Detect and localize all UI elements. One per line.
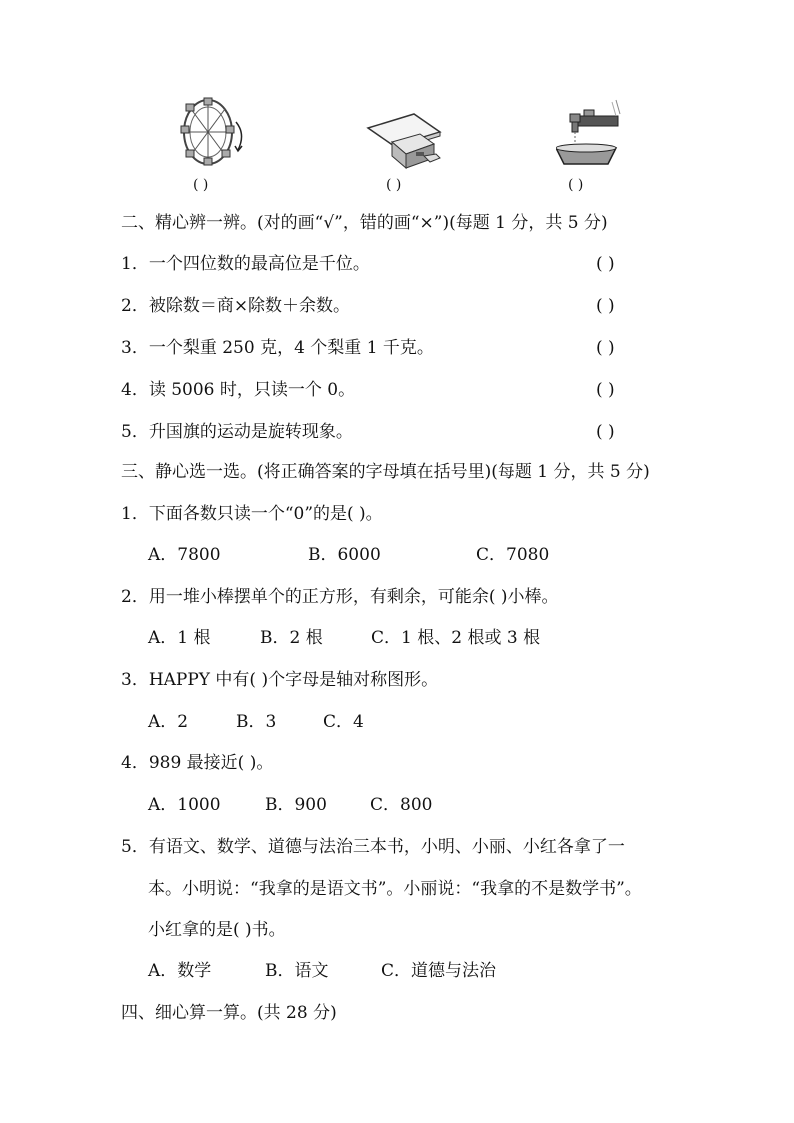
choice-q2-option-b[interactable]: B．2 根: [260, 628, 323, 648]
choice-q4-option-b[interactable]: B．900: [265, 795, 327, 815]
picture-1-paren[interactable]: ( ): [193, 177, 209, 193]
judge-item-5: 5．升国旗的运动是旋转现象。: [121, 422, 353, 442]
judge-answer-1[interactable]: ( ): [596, 254, 615, 274]
choice-question-3: 3．HAPPY 中有( )个字母是轴对称图形。: [121, 670, 439, 690]
choice-q2-option-a[interactable]: A．1 根: [148, 628, 211, 648]
choice-question-2: 2．用一堆小棒摆单个的正方形，有剩余，可能余( )小棒。: [121, 587, 559, 607]
picture-2-paren[interactable]: ( ): [386, 177, 402, 193]
choice-question-1: 1．下面各数只读一个“0”的是( )。: [121, 504, 383, 524]
choice-q3-option-b[interactable]: B．3: [236, 712, 277, 732]
choice-q1-option-a[interactable]: A．7800: [148, 545, 221, 565]
choice-q1-option-c[interactable]: C．7080: [476, 545, 550, 565]
judge-item-2: 2．被除数＝商×除数＋余数。: [121, 296, 351, 316]
drawer-icon: [364, 110, 444, 172]
section-3-heading: 三、静心选一选。(将正确答案的字母填在括号里)(每题 1 分，共 5 分): [121, 462, 650, 482]
faucet-basin-icon: [556, 96, 626, 172]
choice-q3-option-c[interactable]: C．4: [323, 712, 364, 732]
judge-answer-2[interactable]: ( ): [596, 296, 615, 316]
choice-q3-option-a[interactable]: A．2: [148, 712, 189, 732]
judge-item-3: 3．一个梨重 250 克，4 个梨重 1 千克。: [121, 338, 434, 358]
judge-answer-4[interactable]: ( ): [596, 380, 615, 400]
judge-answer-3[interactable]: ( ): [596, 338, 615, 358]
choice-q5-option-b[interactable]: B．语文: [265, 961, 329, 981]
choice-q2-option-c[interactable]: C．1 根、2 根或 3 根: [371, 628, 541, 648]
section-2-heading: 二、精心辨一辨。(对的画“√”，错的画“×”)(每题 1 分，共 5 分): [121, 213, 608, 233]
ferris-wheel-icon: [176, 96, 248, 172]
choice-q5-option-c[interactable]: C．道德与法治: [381, 961, 497, 981]
judge-item-1: 1．一个四位数的最高位是千位。: [121, 254, 370, 274]
choice-q4-option-a[interactable]: A．1000: [148, 795, 221, 815]
choice-q4-option-c[interactable]: C．800: [370, 795, 433, 815]
choice-q5-option-a[interactable]: A．数学: [148, 961, 212, 981]
choice-question-4: 4．989 最接近( )。: [121, 753, 274, 773]
section-4-heading: 四、细心算一算。(共 28 分): [121, 1003, 337, 1023]
choice-question-5-line-1: 5．有语文、数学、道德与法治三本书，小明、小丽、小红各拿了一: [121, 837, 625, 857]
choice-question-5-line-3: 小红拿的是( )书。: [148, 920, 286, 940]
picture-3-paren[interactable]: ( ): [568, 177, 584, 193]
choice-q1-option-b[interactable]: B．6000: [308, 545, 381, 565]
judge-item-4: 4．读 5006 时，只读一个 0。: [121, 380, 356, 400]
judge-answer-5[interactable]: ( ): [596, 422, 615, 442]
choice-question-5-line-2: 本。小明说：“我拿的是语文书”。小丽说：“我拿的不是数学书”。: [148, 879, 642, 899]
